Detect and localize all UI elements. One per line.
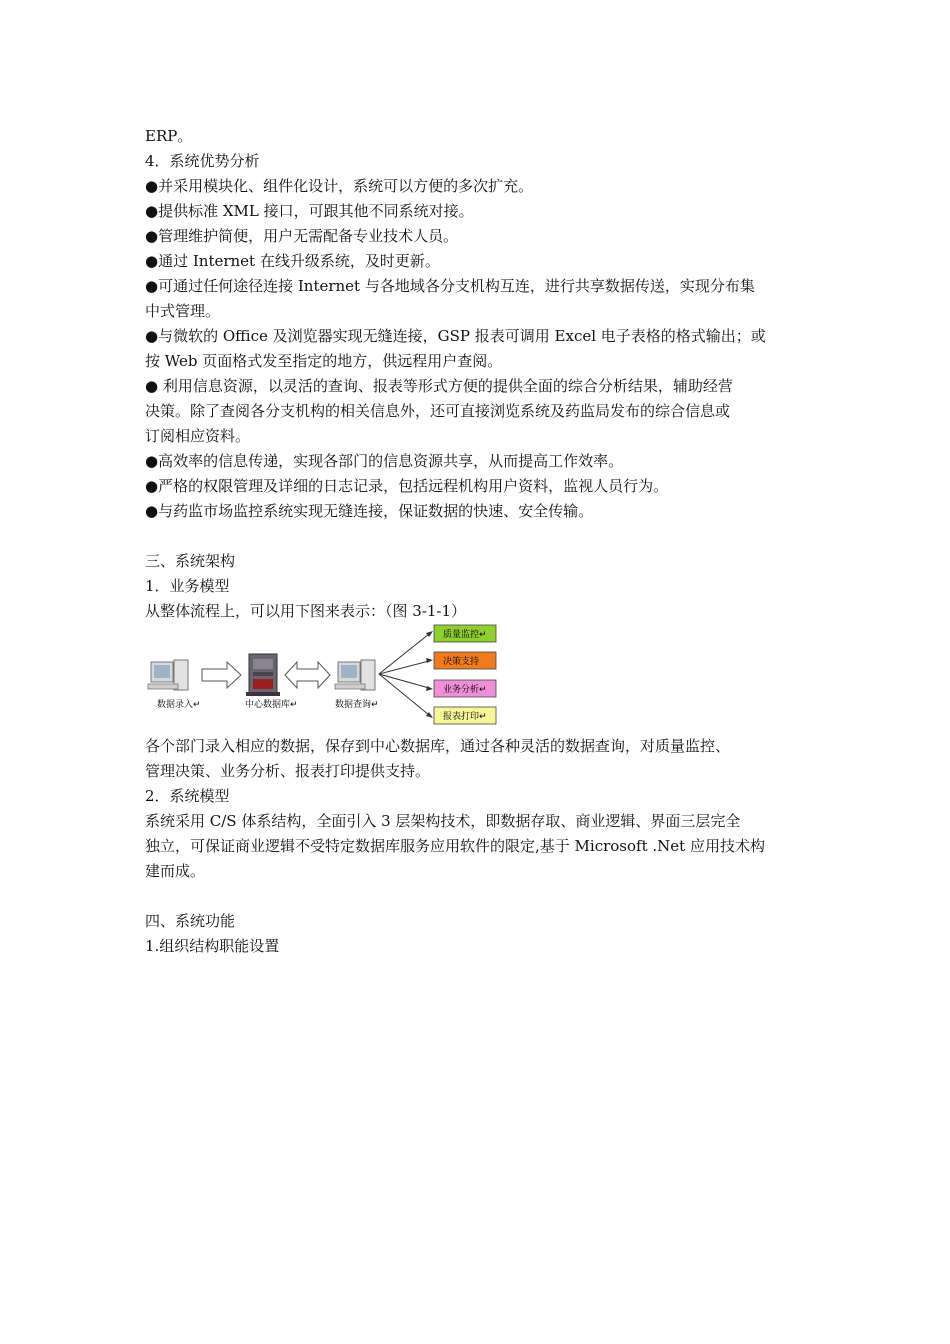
- svg-text:决策支持: 决策支持: [443, 657, 480, 667]
- arrowheads: [426, 631, 433, 718]
- section-heading-architecture: 三、系统架构: [145, 552, 236, 570]
- double-arrow-icon: [285, 662, 330, 688]
- output-box-analysis: [434, 680, 496, 697]
- computer-icon: [148, 660, 188, 690]
- bullet-item: ●提供标准 XML 接口，可跟其他不同系统对接。: [145, 202, 474, 220]
- bullet-item: ●并采用模块化、组件化设计，系统可以方便的多次扩充。: [145, 177, 534, 195]
- business-model-figure: [145, 624, 505, 734]
- bullet-item: ●管理维护简便，用户无需配备专业技术人员。: [145, 227, 459, 245]
- diagram-node-label: 数据查询↵: [335, 700, 379, 710]
- section-heading-advantages: 4．系统优势分析: [145, 152, 260, 170]
- text-line: 管理决策、业务分析、报表打印提供支持。: [145, 762, 431, 780]
- arrow-right-icon: [202, 662, 241, 688]
- text-line: 建而成。: [145, 862, 206, 880]
- text-line: 各个部门录入相应的数据，保存到中心数据库，通过各种灵活的数据查询，对质量监控、: [145, 737, 731, 755]
- spacer: [145, 884, 810, 909]
- svg-text:质量监控↵: 质量监控↵: [443, 630, 487, 640]
- subheading-business-model: 1．业务模型: [145, 577, 230, 595]
- figure-intro: 从整体流程上，可以用下图来表示：（图 3-1-1）: [145, 602, 467, 620]
- bullet-item: ●可通过任何途径连接 Internet 与各地域各分支机构互连，进行共享数据传送，实现分布集: [145, 277, 755, 295]
- bullet-item-continued: 决策。除了查阅各分支机构的相关信息外，还可直接浏览系统及药监局发布的综合信息或: [145, 402, 731, 420]
- database-server-icon: [246, 654, 280, 696]
- bullet-item: ●高效率的信息传递，实现各部门的信息资源共享，从而提高工作效率。: [145, 452, 624, 470]
- bullet-item: ●通过 Internet 在线升级系统，及时更新。: [145, 252, 440, 270]
- bullet-item: ●严格的权限管理及详细的日志记录，包括远程机构用户资料，监视人员行为。: [145, 477, 669, 495]
- subheading-org-structure: 1.组织结构职能设置: [145, 937, 280, 955]
- bullet-item-continued: 中式管理。: [145, 302, 221, 320]
- svg-text:业务分析↵: 业务分析↵: [443, 685, 487, 695]
- subheading-system-model: 2．系统模型: [145, 787, 230, 805]
- diagram-node-label: 中心数据库↵: [245, 700, 298, 710]
- text-line: 独立，可保证商业逻辑不受特定数据库服务应用软件的限定,基于 Microsoft .Net 应用技术构: [145, 837, 765, 855]
- advantages-block: [145, 124, 810, 524]
- output-box-quality: [434, 625, 496, 642]
- text-line: ERP。: [145, 127, 193, 145]
- section-heading-functions: 四、系统功能: [145, 912, 236, 930]
- fan-out-arrows: [379, 634, 429, 715]
- svg-text:报表打印↵: 报表打印↵: [443, 712, 487, 722]
- computer-icon: [335, 660, 375, 690]
- bullet-item: ●与药监市场监控系统实现无缝连接，保证数据的快速、安全传输。: [145, 502, 594, 520]
- bullet-item-continued: 按 Web 页面格式发至指定的地方，供远程用户查阅。: [145, 352, 503, 370]
- diagram-node-label: 数据录入↵: [157, 700, 201, 710]
- spacer: [145, 524, 810, 549]
- bullet-item-continued: 订阅相应资料。: [145, 427, 251, 445]
- figure-description: [145, 734, 810, 884]
- bullet-item: ●与微软的 Office 及浏览器实现无缝连接，GSP 报表可调用 Excel 电子表格的格式输出；或: [145, 327, 766, 345]
- text-line: 系统采用 C/S 体系结构，全面引入 3 层架构技术，即数据存取、商业逻辑、界面三层完全: [145, 812, 741, 830]
- output-box-decision: [434, 652, 496, 669]
- bullet-item: ● 利用信息资源，以灵活的查询、报表等形式方便的提供全面的综合分析结果，辅助经营: [145, 377, 733, 395]
- document-page: [145, 124, 810, 959]
- output-box-report: [434, 707, 496, 724]
